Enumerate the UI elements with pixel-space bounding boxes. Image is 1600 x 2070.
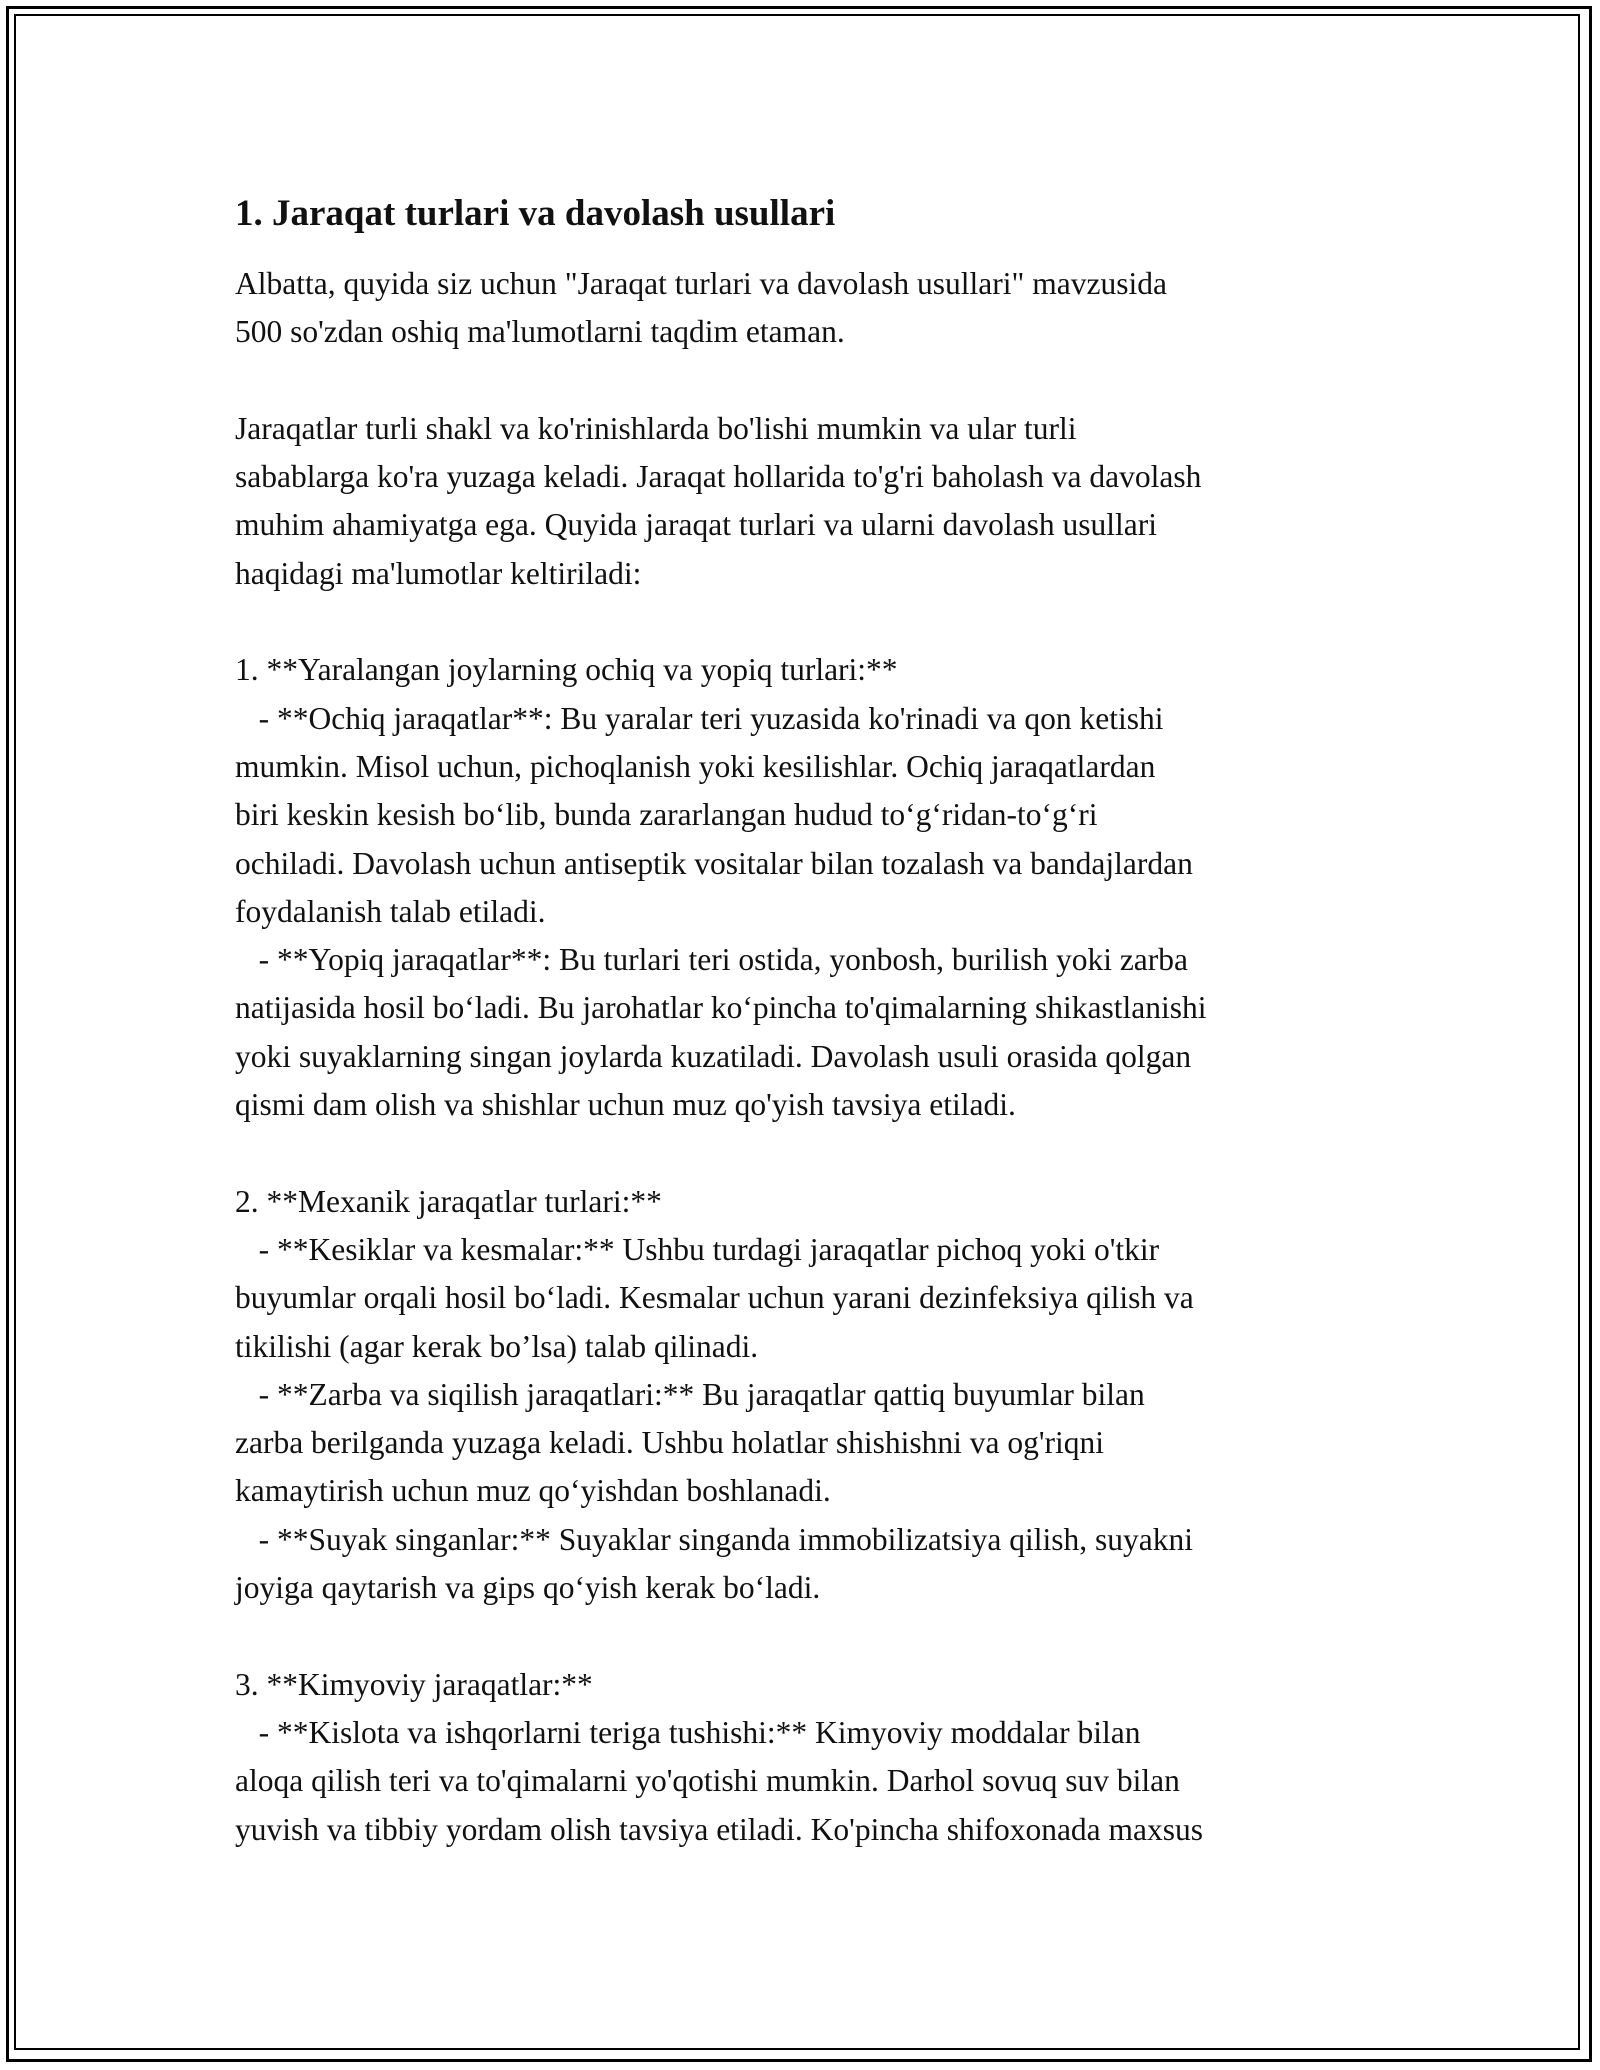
- intro-paragraph: [235, 260, 1375, 357]
- section-line: - **Yopiq jaraqatlar**: Bu turlari teri ostida, yonbosh, burilish yoki zarba: [235, 942, 1189, 978]
- section-line: biri keskin kesish bo‘lib, bunda zararlangan hudud to‘g‘ridan-to‘g‘ri: [235, 797, 1098, 833]
- intro-line: 500 so'zdan oshiq ma'lumotlarni taqdim etaman.: [235, 314, 845, 350]
- document-body: [235, 190, 1375, 1902]
- section-line: - **Suyak singanlar:** Suyaklar singanda immobilizatsiya qilish, suyakni: [235, 1521, 1193, 1557]
- section-chemical-injuries: [235, 1661, 1375, 1854]
- overview-line: muhim ahamiyatga ega. Quyida jaraqat turlari va ularni davolash usullari: [235, 507, 1157, 543]
- section-line: mumkin. Misol uchun, pichoqlanish yoki kesilishlar. Ochiq jaraqatlardan: [235, 748, 1156, 784]
- section-line: qismi dam olish va shishlar uchun muz qo'yish tavsiya etiladi.: [235, 1087, 1016, 1123]
- overview-line: sabablarga ko'ra yuzaga keladi. Jaraqat hollarida to'g'ri baholash va davolash: [235, 459, 1202, 495]
- section-line: ochiladi. Davolash uchun antiseptik vositalar bilan tozalash va bandajlardan: [235, 845, 1193, 881]
- section-line: - **Kesiklar va kesmalar:** Ushbu turdagi jaraqatlar pichoq yoki o'tkir: [235, 1231, 1160, 1267]
- section-mechanical-injuries: [235, 1178, 1375, 1613]
- section-line: - **Kislota va ishqorlarni teriga tushishi:** Kimyoviy moddalar bilan: [235, 1714, 1141, 1750]
- section-line: - **Zarba va siqilish jaraqatlari:** Bu jaraqatlar qattiq buyumlar bilan: [235, 1376, 1145, 1412]
- section-line: zarba berilganda yuzaga keladi. Ushbu holatlar shishishni va og'riqni: [235, 1425, 1105, 1461]
- document-title: 1. Jaraqat turlari va davolash usullari: [235, 193, 836, 234]
- overview-line: haqidagi ma'lumotlar keltiriladi:: [235, 555, 642, 591]
- section-line: - **Ochiq jaraqatlar**: Bu yaralar teri yuzasida ko'rinadi va qon ketishi: [235, 700, 1164, 736]
- overview-paragraph: [235, 405, 1375, 598]
- overview-line: Jaraqatlar turli shakl va ko'rinishlarda bo'lishi mumkin va ular turli: [235, 410, 1077, 446]
- section-line: yoki suyaklarning singan joylarda kuzatiladi. Davolash usuli orasida qolgan: [235, 1038, 1192, 1074]
- section-line: buyumlar orqali hosil bo‘ladi. Kesmalar uchun yarani dezinfeksiya qilish va: [235, 1280, 1194, 1316]
- section-line: aloqa qilish teri va to'qimalarni yo'qotishi mumkin. Darhol sovuq suv bilan: [235, 1763, 1180, 1799]
- section-line: joyiga qaytarish va gips qo‘yish kerak bo‘ladi.: [235, 1570, 821, 1606]
- section-heading: 3. **Kimyoviy jaraqatlar:**: [235, 1666, 593, 1702]
- intro-line: Albatta, quyida siz uchun "Jaraqat turlari va davolash usullari" mavzusida: [235, 266, 1167, 301]
- section-line: kamaytirish uchun muz qo‘yishdan boshlanadi.: [235, 1473, 831, 1509]
- section-line: tikilishi (agar kerak bo’lsa) talab qilinadi.: [235, 1328, 759, 1364]
- section-open-closed-wounds: [235, 646, 1375, 1129]
- section-line: yuvish va tibbiy yordam olish tavsiya etiladi. Ko'pincha shifoxonada maxsus: [235, 1811, 1204, 1847]
- section-heading: 2. **Mexanik jaraqatlar turlari:**: [235, 1183, 662, 1219]
- section-line: natijasida hosil bo‘ladi. Bu jarohatlar ko‘pincha to'qimalarning shikastlanishi: [235, 990, 1207, 1026]
- section-line: foydalanish talab etiladi.: [235, 893, 546, 929]
- section-heading: 1. **Yaralangan joylarning ochiq va yopiq turlari:**: [235, 652, 898, 688]
